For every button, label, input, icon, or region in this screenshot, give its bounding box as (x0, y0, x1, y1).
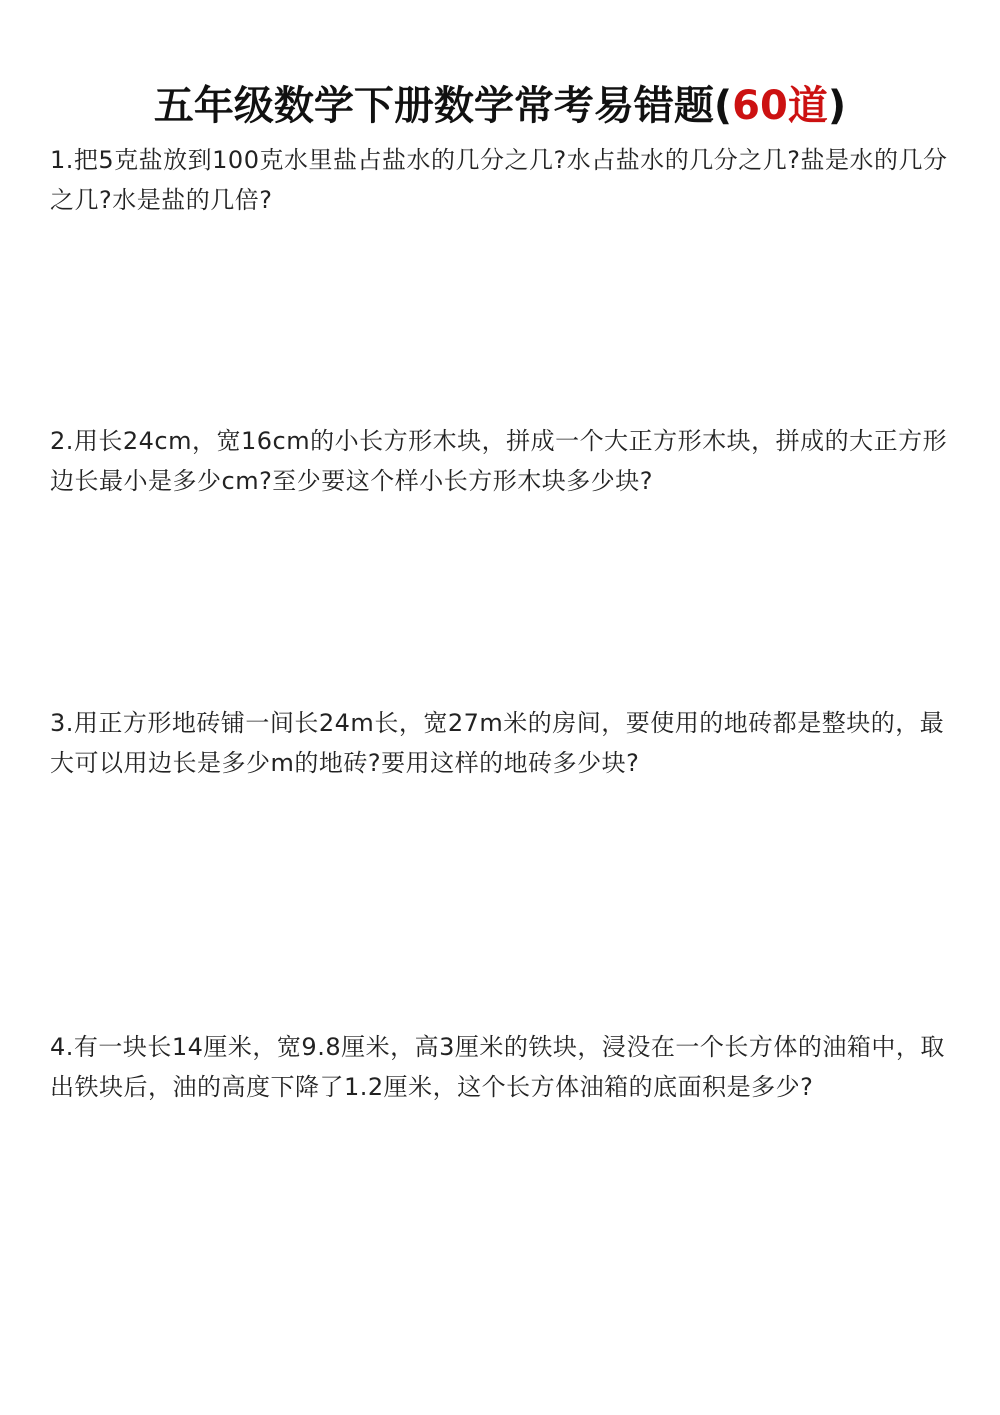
question-4: 4.有一块长14厘米，宽9.8厘米，高3厘米的铁块，浸没在一个长方体的油箱中，取出铁块后，油的高度下降了1.2厘米，这个长方体油箱的底面积是多少? (50, 1033, 945, 1101)
question-2: 2.用长24cm，宽16cm的小长方形木块，拼成一个大正方形木块，拼成的大正方形边长最小是多少cm?至少要这个样小长方形木块多少块? (50, 427, 948, 495)
question-3: 3.用正方形地砖铺一间长24m长，宽27m米的房间，要使用的地砖都是整块的，最大可以用边长是多少m的地砖?要用这样的地砖多少块? (50, 709, 945, 777)
title-close: ) (827, 83, 847, 129)
page-title (0, 78, 1000, 134)
title-count: 60道 (732, 83, 828, 129)
title-main: 五年级数学下册数学常考易错题( (153, 83, 733, 129)
question-1: 1.把5克盐放到100克水里盐占盐水的几分之几?水占盐水的几分之几?盐是水的几分之几?水是盐的几倍? (50, 146, 948, 214)
